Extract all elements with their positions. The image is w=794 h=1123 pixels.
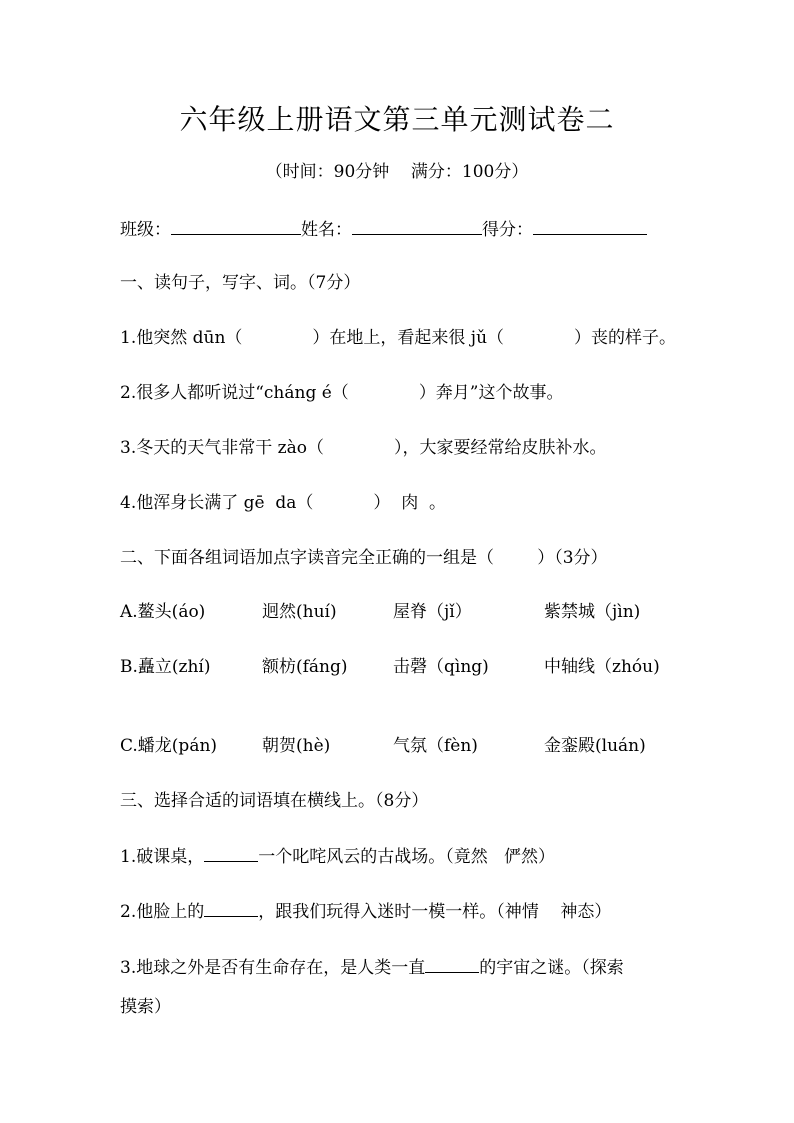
option-a-word-4: 紫禁城（jìn) xyxy=(544,602,641,622)
q3-1-text-b: 一个叱咤风云的古战场。（竟然 俨然） xyxy=(258,847,555,867)
q3-2-text-b: ，跟我们玩得入迷时一模一样。（神情 神态） xyxy=(258,902,612,922)
page-title: 六年级上册语文第三单元测试卷二 xyxy=(179,103,615,136)
section1-heading: 一、读句子，写字、词。（7分） xyxy=(120,273,361,293)
question-1-3 xyxy=(120,437,606,459)
q3-3-blank[interactable] xyxy=(425,956,479,973)
question-3-1 xyxy=(120,845,555,868)
option-a-word-1: A.鳌头(áo) xyxy=(120,602,206,622)
q3-1-text-a: 1.破课桌， xyxy=(120,847,205,867)
option-b-word-1: B.矗立(zhí) xyxy=(120,657,211,677)
section2-heading: 二、下面各组词语加点字读音完全正确的一组是（ ）（3分） xyxy=(120,548,608,568)
option-c-word-4: 金銮殿(luán) xyxy=(544,736,646,756)
q1-2-text-b: ）奔月”这个故事。 xyxy=(418,383,564,403)
option-a-word-2: 迥然(huí) xyxy=(262,602,337,622)
q1-1-text-a: 1.他突然 dūn（ xyxy=(120,328,243,348)
name-label: 姓名： xyxy=(301,220,352,240)
q3-3-text-b: 的宇宙之谜。（探索 xyxy=(479,958,624,978)
q1-4-text-a: 4.他浑身长满了 gē da（ xyxy=(120,493,314,513)
q1-4-text-b: ） 肉 。 xyxy=(373,493,447,513)
option-c-word-3: 气氛（fèn) xyxy=(393,736,478,756)
section3-heading: 三、选择合适的词语填在横线上。（8分） xyxy=(120,791,429,811)
q3-2-text-a: 2.他脸上的 xyxy=(120,902,205,922)
question-1-1 xyxy=(120,327,676,349)
q1-3-text-b: ），大家要经常给皮肤补水。 xyxy=(393,438,607,458)
q3-1-blank[interactable] xyxy=(204,845,258,862)
question-1-2 xyxy=(120,382,564,404)
class-field[interactable] xyxy=(171,218,301,235)
score-label: 得分： xyxy=(482,220,533,240)
score-field[interactable] xyxy=(533,218,647,235)
q1-3-text-a: 3.冬天的天气非常干 zào（ xyxy=(120,438,324,458)
option-c-word-2: 朝贺(hè) xyxy=(262,736,331,756)
question-1-4 xyxy=(120,492,446,514)
option-b-word-3: 击磬（qìng) xyxy=(393,657,489,677)
q1-1-text-b: ）在地上，看起来很 jǔ（ xyxy=(312,328,505,348)
class-label: 班级： xyxy=(120,220,171,240)
question-3-2 xyxy=(120,900,611,923)
student-info-line xyxy=(120,218,647,241)
option-a-word-3: 屋脊（jǐ） xyxy=(393,602,472,622)
q3-2-blank[interactable] xyxy=(204,900,258,917)
q1-2-text-a: 2.很多人都听说过“cháng é（ xyxy=(120,383,349,403)
question-3-3 xyxy=(120,956,624,979)
q1-1-text-c: ）丧的样子。 xyxy=(574,328,677,348)
option-c-word-1: C.蟠龙(pán) xyxy=(120,736,218,756)
question-3-3-continued: 摸索） xyxy=(120,997,171,1017)
exam-time-and-score: （时间：90分钟 满分：100分） xyxy=(265,162,529,182)
option-b-word-2: 额枋(fáng) xyxy=(262,657,348,677)
name-field[interactable] xyxy=(352,218,482,235)
option-b-word-4: 中轴线（zhóu) xyxy=(544,657,660,677)
q3-3-text-a: 3.地球之外是否有生命存在，是人类一直 xyxy=(120,958,426,978)
